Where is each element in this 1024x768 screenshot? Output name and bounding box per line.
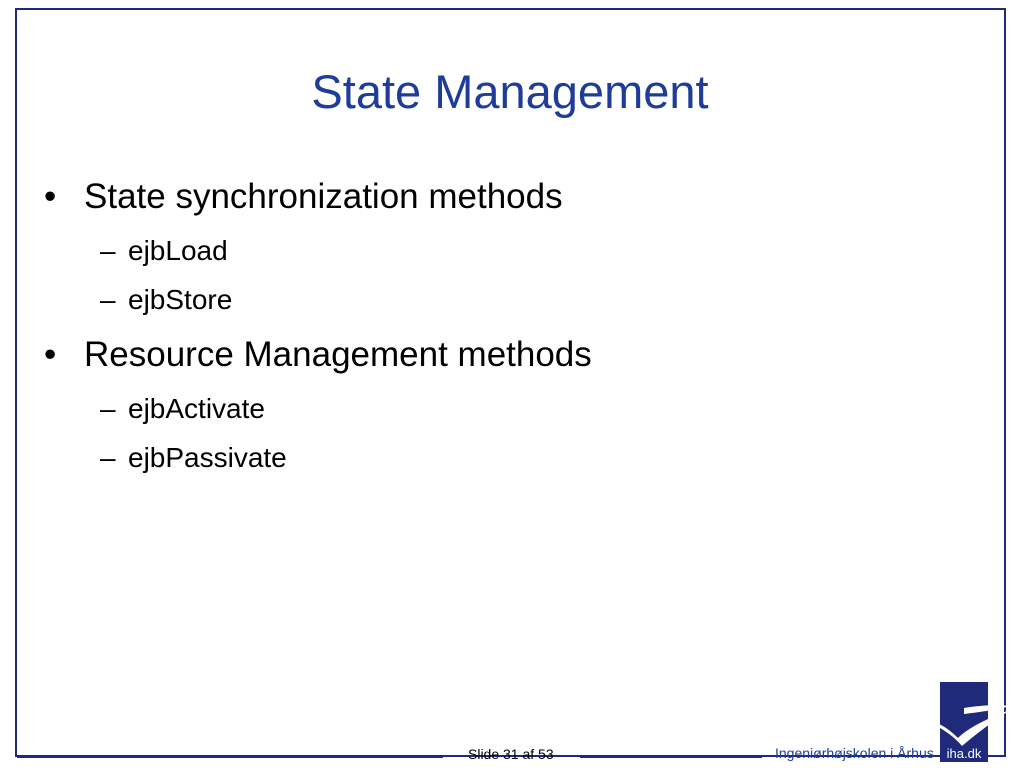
slide-number: Slide 31 af 53: [468, 746, 554, 762]
footer-divider-right: [580, 756, 762, 758]
bullet-item: [40, 172, 940, 222]
sub-bullet-item: [40, 384, 940, 433]
bullet-marker: •: [44, 177, 57, 216]
sub-bullet-text: ejbLoad: [128, 235, 228, 266]
sub-bullet-text: ejbActivate: [128, 393, 265, 424]
bullet-text: State synchronization methods: [84, 177, 563, 216]
logo-text: iha.dk: [946, 746, 982, 761]
slide-title: State Management: [311, 65, 709, 118]
bullet-item: [40, 330, 940, 380]
sub-bullet-text: ejbPassivate: [128, 442, 287, 473]
sub-bullet-text: ejbStore: [128, 284, 233, 315]
sub-bullet-item: [40, 226, 940, 275]
bullet-marker: •: [44, 335, 57, 374]
sub-bullet-item: [40, 433, 940, 482]
footer-divider-left: [17, 756, 443, 758]
sub-bullet-marker: –: [100, 284, 116, 315]
iha-logo-icon: [918, 682, 1010, 762]
bullet-text: Resource Management methods: [84, 335, 592, 374]
sub-bullet-item: [40, 275, 940, 324]
organization-name: Ingeniørhøjskolen i Århus: [775, 745, 934, 761]
sub-bullet-marker: –: [100, 393, 116, 424]
slide-content: [40, 172, 940, 482]
sub-bullet-marker: –: [100, 442, 116, 473]
sub-bullet-marker: –: [100, 235, 116, 266]
